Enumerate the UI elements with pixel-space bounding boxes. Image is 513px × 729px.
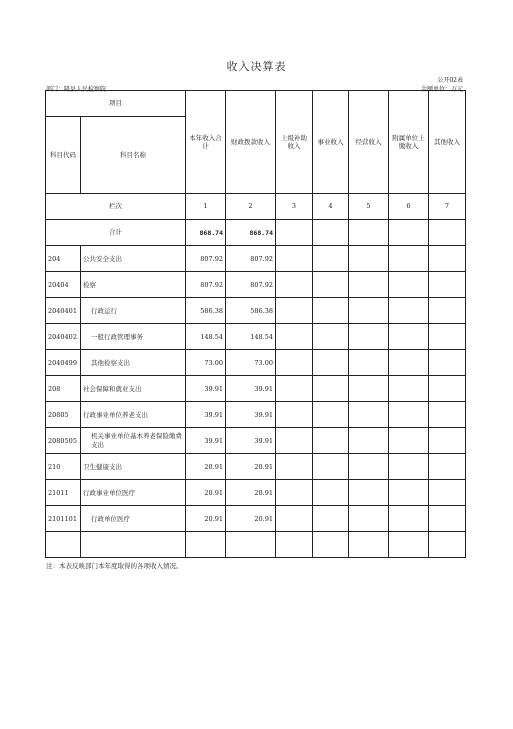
footer-note: 注：本表反映部门本年度取得的各项收入情况。 <box>46 562 183 570</box>
row-total: 39.91 <box>186 376 226 402</box>
row-fiscal: 148.54 <box>226 324 276 350</box>
header-code: 科目代码 <box>46 117 81 194</box>
header-fiscal: 财政拨款收入 <box>226 91 276 194</box>
row-name: 行政事业单位养老支出 <box>81 402 186 428</box>
row-fiscal: 20.91 <box>226 506 276 532</box>
empty-row <box>46 532 466 558</box>
table-row <box>46 506 466 532</box>
row-name: 其他检察支出 <box>81 350 186 376</box>
row-fiscal: 20.91 <box>226 454 276 480</box>
row-name: 一般行政管理事务 <box>81 324 186 350</box>
header-affiliated: 附属单位上缴收入 <box>389 91 429 194</box>
table-row <box>46 350 466 376</box>
row-code: 2040402 <box>46 324 81 350</box>
total-label: 合计 <box>46 220 186 246</box>
row-code: 2101101 <box>46 506 81 532</box>
column-number: 6 <box>389 194 429 220</box>
row-name: 行政事业单位医疗 <box>81 480 186 506</box>
row-fiscal: 39.91 <box>226 376 276 402</box>
row-code: 2040499 <box>46 350 81 376</box>
page-title: 收入决算表 <box>226 60 287 73</box>
row-code: 204 <box>46 246 81 272</box>
column-number: 5 <box>349 194 389 220</box>
column-number-row <box>46 194 466 220</box>
column-number-label: 栏次 <box>46 194 186 220</box>
row-total: 20.91 <box>186 506 226 532</box>
department-label: 部门：隆县人民检察院 <box>46 86 107 93</box>
row-name: 行政运行 <box>81 298 186 324</box>
row-fiscal: 807.92 <box>226 272 276 298</box>
table-row <box>46 454 466 480</box>
row-fiscal: 73.00 <box>226 350 276 376</box>
row-code: 20404 <box>46 272 81 298</box>
row-fiscal: 586.38 <box>226 298 276 324</box>
column-number: 1 <box>186 194 226 220</box>
column-number: 7 <box>429 194 466 220</box>
row-total: 20.91 <box>186 480 226 506</box>
total-fiscal: 868.74 <box>226 220 276 246</box>
row-code: 208 <box>46 376 81 402</box>
table-row <box>46 480 466 506</box>
total-amount: 868.74 <box>186 220 226 246</box>
row-code: 2080505 <box>46 428 81 454</box>
table-row <box>46 324 466 350</box>
row-total: 39.91 <box>186 428 226 454</box>
header-total: 本年收入合计 <box>186 91 226 194</box>
table-row <box>46 246 466 272</box>
column-number: 4 <box>313 194 349 220</box>
row-total: 20.91 <box>186 454 226 480</box>
header-name: 科目名称 <box>81 117 186 194</box>
header-other: 其他收入 <box>429 91 466 194</box>
table-row <box>46 428 466 454</box>
amount-unit: 金额单位：万元 <box>420 86 463 93</box>
row-fiscal: 39.91 <box>226 428 276 454</box>
row-fiscal: 20.91 <box>226 480 276 506</box>
header-operating: 经营收入 <box>349 91 389 194</box>
income-table <box>45 90 466 558</box>
column-number: 2 <box>226 194 276 220</box>
row-total: 39.91 <box>186 402 226 428</box>
row-total: 586.38 <box>186 298 226 324</box>
table-row <box>46 272 466 298</box>
row-code: 21011 <box>46 480 81 506</box>
row-fiscal: 39.91 <box>226 402 276 428</box>
row-name: 卫生健康支出 <box>81 454 186 480</box>
row-total: 148.54 <box>186 324 226 350</box>
header-item: 项目 <box>46 91 186 117</box>
row-code: 2040401 <box>46 298 81 324</box>
row-name: 机关事业单位基本养老保险缴费支出 <box>81 428 186 454</box>
header-business: 事业收入 <box>313 91 349 194</box>
total-row <box>46 220 466 246</box>
row-code: 210 <box>46 454 81 480</box>
row-total: 807.92 <box>186 272 226 298</box>
table-row <box>46 298 466 324</box>
doc-code: 公开02表 <box>437 77 463 84</box>
row-total: 807.92 <box>186 246 226 272</box>
column-number: 3 <box>276 194 313 220</box>
row-name: 行政单位医疗 <box>81 506 186 532</box>
row-fiscal: 807.92 <box>226 246 276 272</box>
row-name: 检察 <box>81 272 186 298</box>
row-name: 社会保障和就业支出 <box>81 376 186 402</box>
row-code: 20805 <box>46 402 81 428</box>
row-total: 73.00 <box>186 350 226 376</box>
table-row <box>46 402 466 428</box>
header-superior: 上级补助收入 <box>276 91 313 194</box>
table-row <box>46 376 466 402</box>
row-name: 公共安全支出 <box>81 246 186 272</box>
